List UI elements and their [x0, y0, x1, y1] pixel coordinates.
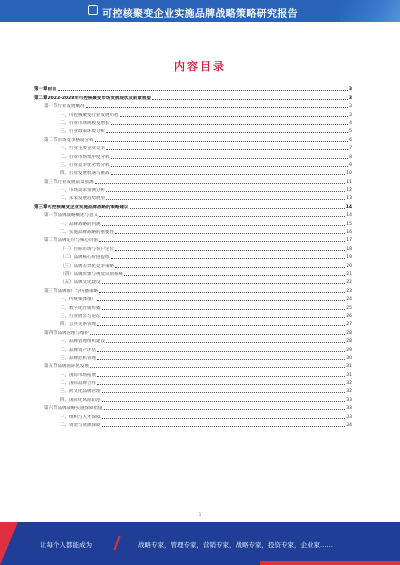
toc-entry-number: 三、: [60, 129, 69, 135]
toc-entry[interactable]: [34, 344, 352, 352]
toc-leader-dots: [97, 351, 345, 352]
toc-entry-label: 品牌国际化发展: [57, 364, 89, 370]
toc-entry[interactable]: [34, 411, 352, 419]
toc-entry[interactable]: [34, 420, 352, 428]
toc-leader-dots: [106, 342, 345, 343]
toc-entry-number: 四、: [60, 322, 69, 328]
toc-entry-number: 二、: [60, 305, 69, 311]
toc-entry[interactable]: [34, 252, 352, 260]
toc-entry-page: 22: [346, 280, 352, 286]
toc-entry-page: 3: [348, 87, 352, 93]
toc-leader-dots: [102, 426, 346, 427]
toc-entry-label: 品牌形象与视觉识别系统: [73, 271, 123, 277]
toc-entry[interactable]: [34, 361, 352, 369]
toc-entry-label: 品牌差异化竞争策略: [73, 263, 114, 269]
toc-entry-page: 3: [348, 95, 352, 101]
toc-entry-number: 一、: [60, 112, 69, 118]
toc-entry-label: 品牌战略实施保障措施: [57, 406, 103, 412]
toc-leader-dots: [111, 174, 346, 175]
toc-entry-page: 20: [346, 263, 352, 269]
toc-leader-dots: [102, 401, 346, 402]
toc-entry-label: 跨文化品牌管理: [69, 389, 101, 395]
toc-entry-number: 第二章: [34, 95, 48, 101]
toc-entry[interactable]: [34, 386, 352, 394]
toc-entry-number: 第一章: [34, 87, 48, 93]
toc-leader-dots: [95, 141, 349, 142]
toc-entry-page: 31: [346, 372, 352, 378]
toc-entry[interactable]: [34, 269, 352, 277]
toc-entry-label: 行业发展机遇与挑战: [69, 171, 110, 177]
toc-leader-dots: [95, 183, 346, 184]
toc-entry-page: 5: [349, 129, 352, 135]
toc-entry-number: （一）: [60, 246, 74, 252]
toc-entry-page: 26: [346, 313, 352, 319]
toc-entry[interactable]: [34, 302, 352, 310]
toc-entry-label: 行业展会与论坛: [69, 313, 101, 319]
toc-entry[interactable]: [34, 143, 352, 151]
toc-entry-label: 数字化营销传播: [69, 305, 101, 311]
toc-entry-label: 2023-2028年可控核聚变市场发展现状及前景展望: [47, 95, 151, 101]
toc-entry-page: 28: [346, 330, 352, 336]
toc-entry-page: 27: [346, 322, 352, 328]
toc-entry-label: 组织与人才保障: [69, 414, 101, 420]
toc-entry-label: 品牌危机管理: [69, 355, 96, 361]
toc-entry[interactable]: [34, 210, 352, 218]
toc-entry-number: 二、: [60, 196, 69, 202]
toc-entry-label: 行业政策环境分析: [69, 129, 105, 135]
toc-entry[interactable]: [34, 369, 352, 377]
toc-entry[interactable]: [34, 285, 352, 293]
toc-entry-label: 品牌核心价值提炼: [73, 255, 110, 261]
toc-entry-number: 二、: [60, 347, 69, 353]
toc-entry-page: 7: [349, 146, 352, 152]
toc-entry-number: 四、: [60, 397, 69, 403]
toc-leader-dots: [99, 241, 345, 242]
toc-entry-page: 34: [346, 423, 352, 429]
toc-leader-dots: [106, 132, 348, 133]
toc-entry-number: 第二节: [44, 137, 58, 143]
toc-entry-label: 国际品牌合作: [69, 381, 96, 387]
toc-entry-page: 16: [346, 230, 352, 236]
toc-entry-number: 三、: [60, 355, 69, 361]
toc-leader-dots: [106, 191, 345, 192]
toc-entry-number: 一、: [60, 297, 69, 303]
toc-leader-dots: [124, 275, 345, 276]
toc-entry-page: 32: [346, 389, 352, 395]
toc-entry-number: 三、: [60, 389, 69, 395]
footer-slogan: 让每个人都能成为: [40, 541, 92, 549]
toc-leader-dots: [102, 392, 346, 393]
toc-leader-dots: [111, 158, 349, 159]
toc-entry[interactable]: [34, 319, 352, 327]
page-number: 1: [198, 512, 202, 517]
toc-entry[interactable]: [34, 151, 352, 159]
toc-leader-dots: [104, 409, 346, 410]
toc-entry-page: 25: [346, 305, 352, 311]
toc-entry-number: 第三节: [44, 288, 58, 294]
toc-entry[interactable]: [34, 227, 352, 235]
toc-entry[interactable]: [34, 109, 352, 117]
toc-entry-page: 3: [349, 104, 352, 110]
toc-leader-dots: [90, 334, 345, 335]
toc-entry-page: 14: [345, 204, 352, 210]
toc-entry-page: 14: [346, 213, 352, 219]
toc-entry-label: 传统媒体推广: [69, 297, 96, 303]
toc-entry-page: 24: [346, 297, 352, 303]
toc-leader-dots: [106, 149, 348, 150]
toc-title: 内容目录: [174, 60, 226, 73]
report-title: 可控核聚变企业实施品牌战略策略研究报告: [102, 9, 298, 20]
toc-entry-page: 13: [346, 196, 352, 202]
toc-leader-dots: [102, 309, 346, 310]
toc-entry-number: 第五节: [44, 364, 58, 370]
toc-entry-number: （四）: [60, 271, 74, 277]
toc-entry[interactable]: [34, 294, 352, 302]
toc-leader-dots: [111, 258, 346, 259]
toc-leader-dots: [106, 199, 345, 200]
report-header: [0, 0, 400, 22]
toc-leader-dots: [99, 216, 345, 217]
toc-entry-number: 第一节: [44, 213, 58, 219]
footer-accent-mark: [113, 536, 132, 550]
toc-entry-number: 二、: [60, 381, 69, 387]
toc-entry-number: 一、: [60, 414, 69, 420]
toc-entry-number: 三、: [60, 313, 69, 319]
toc-leader-dots: [90, 367, 345, 368]
toc-entry-number: （二）: [60, 255, 74, 261]
toc-entry-label: 市场竞争格局分析: [57, 137, 94, 143]
toc-entry-page: 10: [346, 171, 352, 177]
toc-leader-dots: [86, 107, 349, 108]
toc-entry-page: 31: [346, 364, 352, 370]
toc-entry[interactable]: [34, 84, 352, 92]
toc-leader-dots: [115, 250, 345, 251]
toc-entry-page: 23: [346, 288, 352, 294]
toc-entry-number: 一、: [60, 221, 69, 227]
toc-leader-dots: [97, 300, 345, 301]
toc-entry-label: 行业竞争优劣势分析: [69, 162, 110, 168]
toc-entry-number: （五）: [60, 280, 74, 286]
toc-entry-page: 29: [346, 347, 352, 353]
toc-entry-page: 9: [349, 162, 352, 168]
toc-leader-dots: [58, 90, 348, 91]
toc-entry-number: 三、: [60, 162, 69, 168]
toc-entry-label: 品牌战略的内涵: [69, 221, 101, 227]
toc-entry-number: 二、: [60, 230, 69, 236]
toc-entry-number: （三）: [60, 263, 74, 269]
toc-entry-page: 18: [346, 246, 352, 252]
toc-entry[interactable]: [34, 201, 352, 209]
toc-entry-label: 未来发展趋势展望: [69, 196, 105, 202]
page-footer: [0, 522, 400, 565]
toc-entry[interactable]: [34, 403, 352, 411]
toc-entry-number: 二、: [60, 154, 69, 160]
toc-entry[interactable]: [34, 353, 352, 361]
toc-leader-dots: [97, 376, 345, 377]
toc-entry-page: 33: [346, 414, 352, 420]
toc-entry-page: 4: [349, 120, 352, 126]
footer-red-tag: [0, 522, 18, 565]
toc-entry[interactable]: [34, 92, 352, 100]
toc-entry-page: 19: [346, 255, 352, 261]
toc-entry-label: 前言: [47, 87, 57, 93]
toc-entry-number: 一、: [60, 339, 69, 345]
toc-entry[interactable]: [34, 101, 352, 109]
toc-entry-label: 公共关系管理: [69, 322, 96, 328]
toc-entry[interactable]: [34, 260, 352, 268]
toc-leader-dots: [97, 325, 345, 326]
toc-entry-label: 目标市场与客户定位: [73, 246, 114, 252]
toc-entry-page: 32: [346, 381, 352, 387]
toc-entry[interactable]: [34, 336, 352, 344]
toc-entry[interactable]: [34, 176, 352, 184]
toc-entry-label: 实施品牌战略的重要性: [69, 230, 114, 236]
toc-entry[interactable]: [34, 235, 352, 243]
toc-entry-label: 行业市场规模及增长: [69, 120, 110, 126]
toc-entry-number: 一、: [60, 146, 69, 152]
toc-entry[interactable]: [34, 168, 352, 176]
toc-entry-number: 一、: [60, 188, 69, 194]
toc-entry-page: 17: [346, 238, 352, 244]
toc-leader-dots: [152, 99, 348, 100]
toc-entry[interactable]: [34, 118, 352, 126]
toc-entry-number: 第三节: [44, 179, 58, 185]
toc-entry-page: 28: [346, 339, 352, 345]
toc-entry-label: 行业发展概况: [57, 104, 85, 110]
toc-entry-page: 12: [346, 188, 352, 194]
toc-entry-page: 3: [349, 112, 352, 118]
toc-leader-dots: [115, 267, 345, 268]
toc-entry-label: 品牌管理与维护: [57, 330, 89, 336]
toc-entry-number: 第一节: [44, 104, 58, 110]
toc-entry-page: 21: [346, 271, 352, 277]
toc-entry[interactable]: [34, 193, 352, 201]
toc-entry-label: 品牌推广与传播策略: [57, 288, 98, 294]
toc-entry-number: 第三章: [34, 204, 48, 210]
table-of-contents: [34, 84, 352, 428]
toc-leader-dots: [102, 317, 346, 318]
toc-entry-page: 6: [349, 137, 352, 143]
toc-entry[interactable]: [34, 378, 352, 386]
footer-tagline: 战略专家，管理专家，营销专家，战略专家，投资专家，企业家……: [138, 541, 333, 549]
toc-leader-dots: [102, 225, 346, 226]
toc-entry-number: 一、: [60, 372, 69, 378]
toc-entry-label: 可控核聚变行业发展历程: [69, 112, 119, 118]
toc-entry-label: 品牌资产评估: [69, 347, 96, 353]
toc-leader-dots: [130, 208, 345, 209]
toc-entry-number: 第六节: [44, 406, 58, 412]
toc-entry-page: 11: [346, 179, 352, 185]
toc-entry-number: 二、: [60, 423, 69, 429]
toc-entry[interactable]: [34, 243, 352, 251]
toc-entry-number: 四、: [60, 171, 69, 177]
toc-entry-number: 二、: [60, 120, 69, 126]
toc-leader-dots: [111, 166, 349, 167]
toc-entry[interactable]: [34, 160, 352, 168]
toc-entry-label: 品牌文化建设: [73, 280, 101, 286]
toc-entry[interactable]: [34, 277, 352, 285]
toc-leader-dots: [97, 359, 345, 360]
header-decoration: [340, 0, 400, 22]
toc-entry-number: 第二节: [44, 238, 58, 244]
toc-entry[interactable]: [34, 218, 352, 226]
toc-entry-label: 行业发展前景预测: [57, 179, 94, 185]
toc-leader-dots: [102, 418, 346, 419]
toc-leader-dots: [102, 283, 346, 284]
toc-entry[interactable]: [34, 185, 352, 193]
toc-entry-number: 第四节: [44, 330, 58, 336]
toc-entry[interactable]: [34, 394, 352, 402]
toc-entry-page: 33: [346, 397, 352, 403]
toc-entry-label: 市场需求预测分析: [69, 188, 105, 194]
toc-entry-label: 品牌战略概述与意义: [57, 213, 98, 219]
toc-leader-dots: [120, 116, 349, 117]
toc-entry-label: 国际市场拓展: [69, 372, 96, 378]
toc-entry[interactable]: [34, 311, 352, 319]
toc-entry-page: 15: [346, 221, 352, 227]
toc-entry[interactable]: [34, 126, 352, 134]
toc-leader-dots: [115, 233, 345, 234]
toc-entry-page: 33: [346, 406, 352, 412]
toc-entry-label: 可控核聚变企业实施品牌战略的策略建议: [47, 204, 129, 210]
toc-entry-label: 国际化风险防范: [69, 397, 101, 403]
toc-leader-dots: [99, 292, 345, 293]
toc-entry-page: 30: [346, 355, 352, 361]
toc-leader-dots: [97, 384, 345, 385]
footer-red-bar: [260, 561, 400, 565]
toc-entry-label: 品牌定位与核心价值: [57, 238, 98, 244]
toc-leader-dots: [111, 124, 349, 125]
toc-entry-label: 行业主要企业竞争: [69, 146, 105, 152]
toc-entry[interactable]: [34, 134, 352, 142]
toc-entry-label: 资金与资源保障: [69, 423, 101, 429]
toc-entry-page: 8: [349, 154, 352, 160]
toc-entry-label: 行业市场集中度分析: [69, 154, 110, 160]
toc-entry-label: 品牌管理组织建设: [69, 339, 105, 345]
toc-entry[interactable]: [34, 327, 352, 335]
